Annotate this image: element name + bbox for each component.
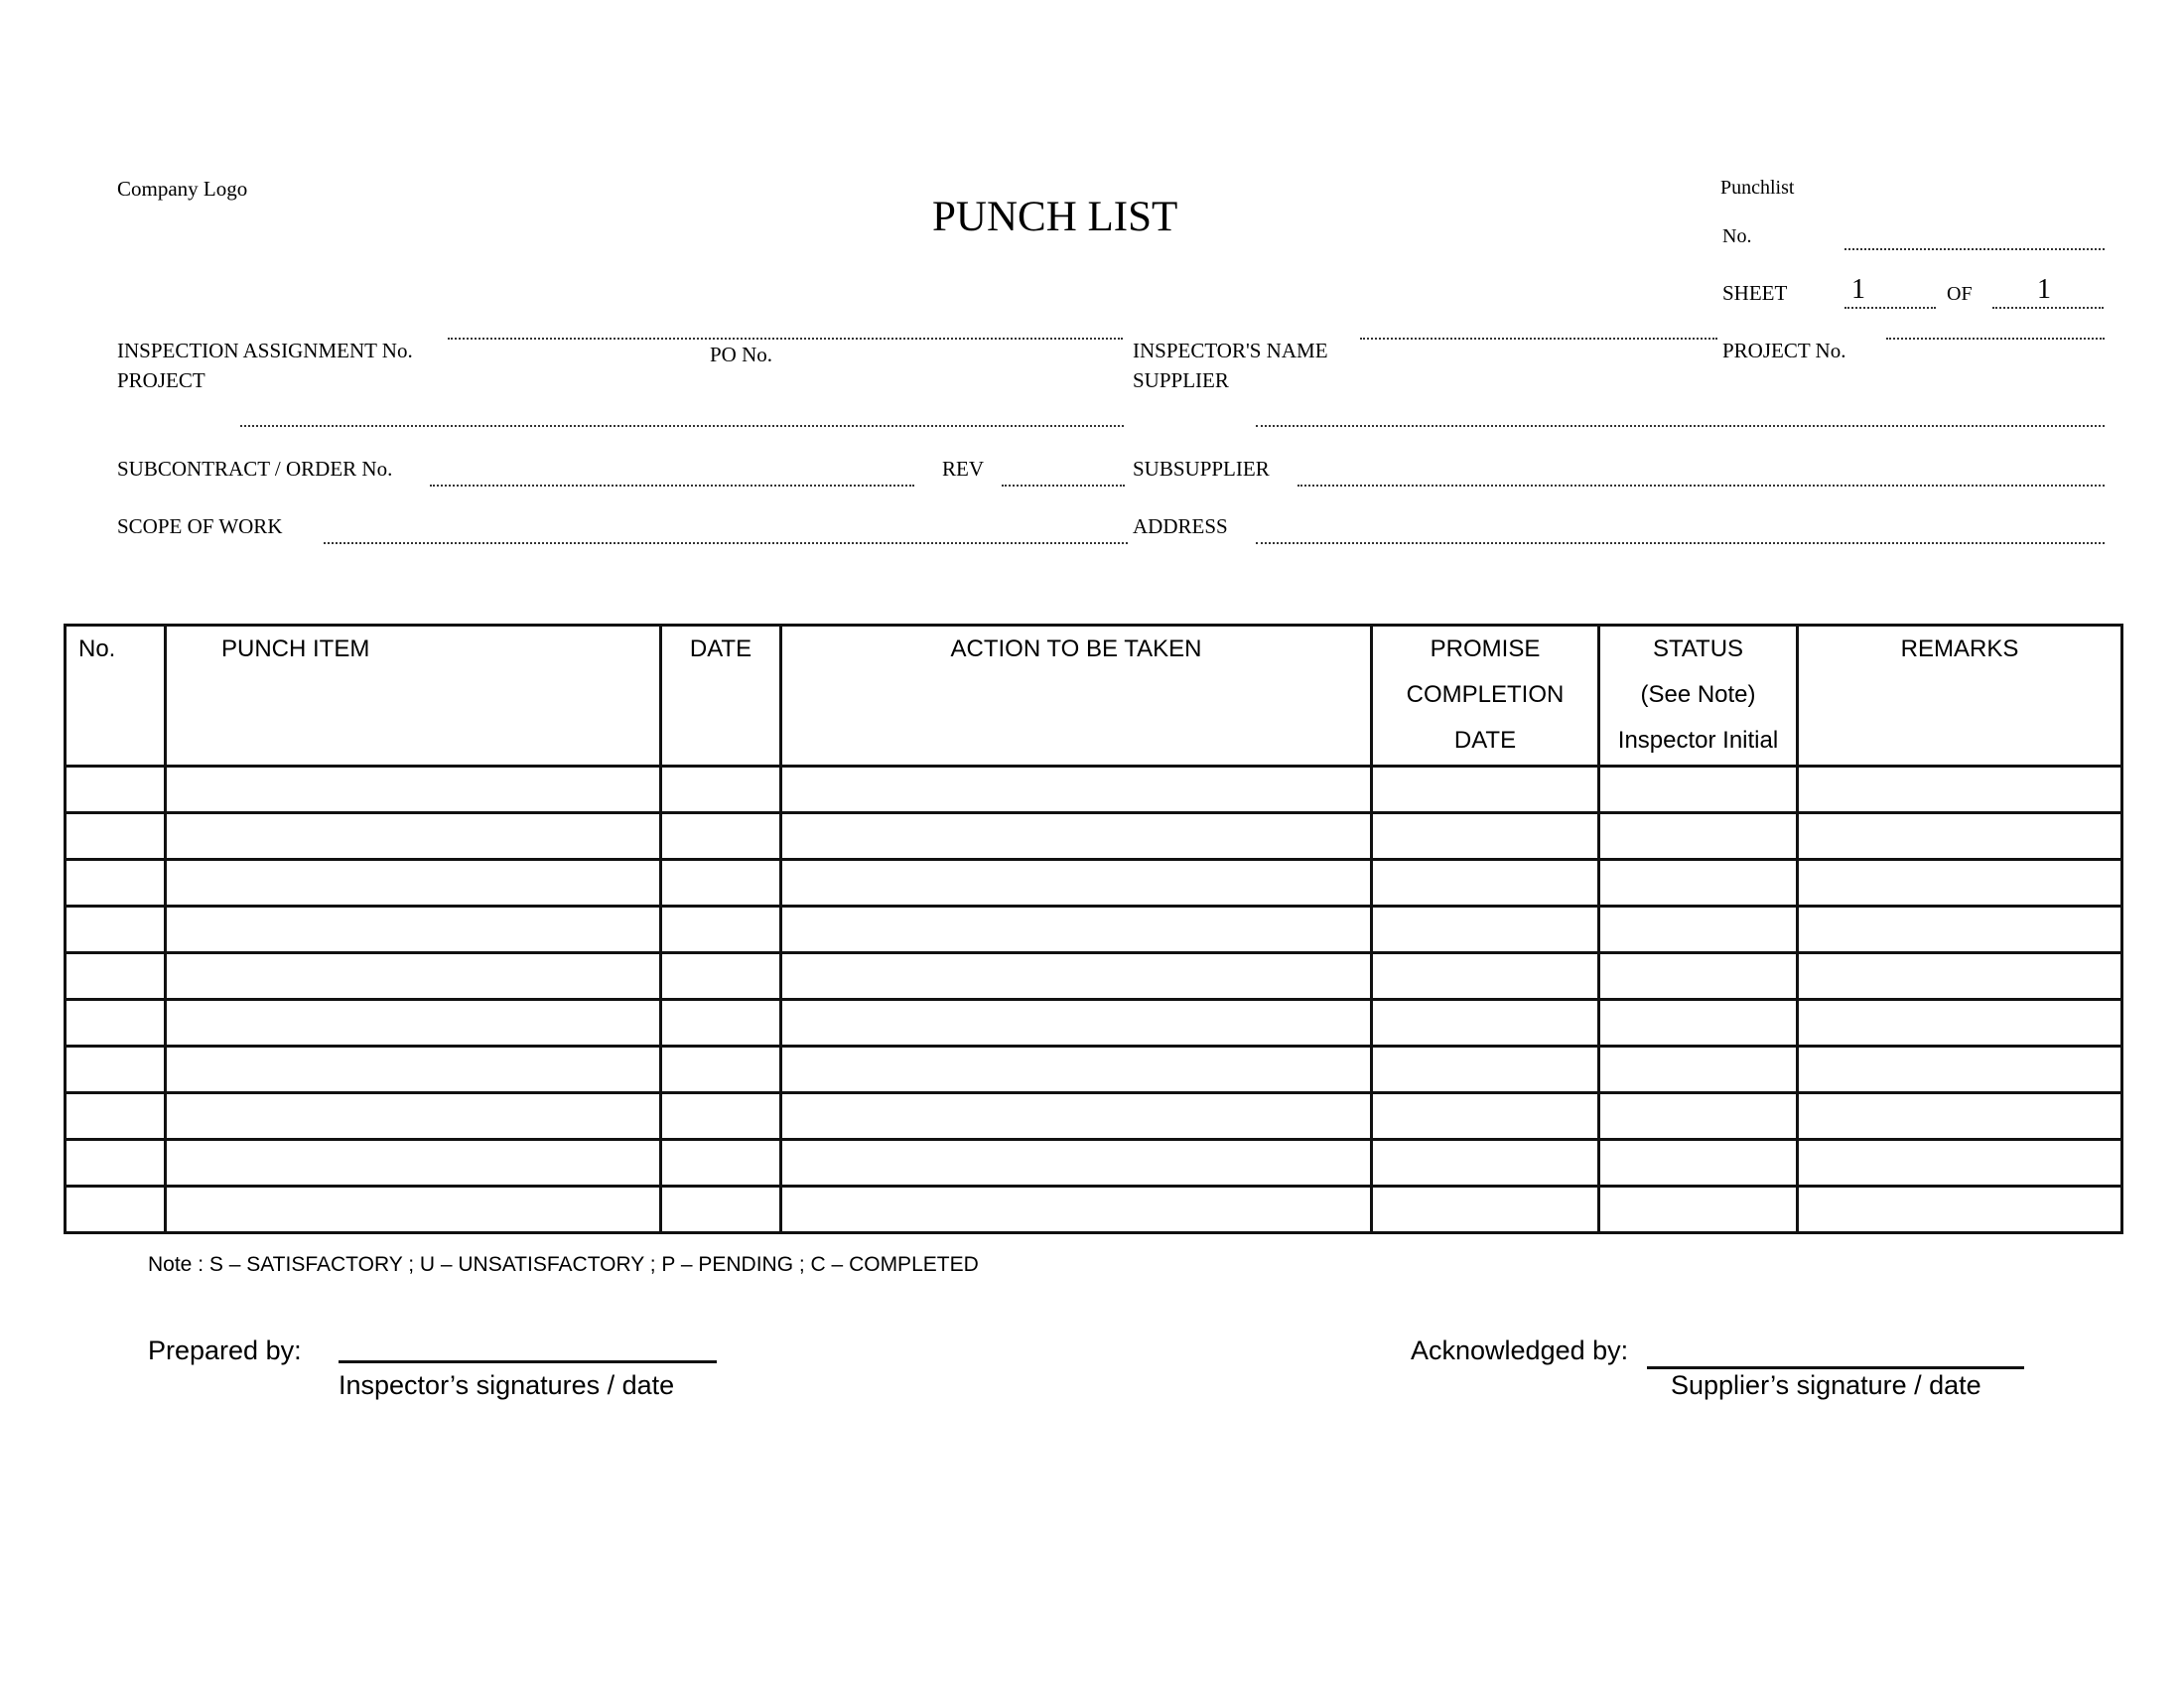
table-cell-punch-item[interactable]: [166, 1093, 661, 1140]
table-cell-status[interactable]: [1599, 1000, 1798, 1047]
table-row: [66, 767, 2122, 813]
table-body: [66, 767, 2122, 1233]
project-no-label: PROJECT No.: [1722, 339, 1846, 362]
column-header-no: [66, 626, 166, 767]
column-header-promise-completion-date: [1372, 626, 1599, 767]
table-cell-punch-item[interactable]: [166, 953, 661, 1000]
table-cell-punch-item[interactable]: [166, 813, 661, 860]
table-cell-no[interactable]: [66, 813, 166, 860]
table-cell-punch-item[interactable]: [166, 860, 661, 907]
table-row: [66, 813, 2122, 860]
table-cell-status[interactable]: [1599, 767, 1798, 813]
table-cell-action-to-be-taken[interactable]: [781, 860, 1372, 907]
project-field[interactable]: [240, 425, 1124, 427]
table-cell-date[interactable]: [661, 813, 781, 860]
address-field[interactable]: [1256, 542, 2105, 544]
table-row: [66, 1093, 2122, 1140]
inspector-signature-line[interactable]: [339, 1360, 717, 1363]
of-label: OF: [1947, 283, 1973, 305]
inspection-assignment-label: INSPECTION ASSIGNMENT No.: [117, 339, 413, 362]
table-cell-no[interactable]: [66, 1140, 166, 1187]
column-header-line: DATE: [689, 635, 752, 662]
table-cell-remarks[interactable]: [1798, 767, 2122, 813]
table-cell-date[interactable]: [661, 767, 781, 813]
table-cell-remarks[interactable]: [1798, 907, 2122, 953]
table-cell-date[interactable]: [661, 1187, 781, 1233]
table-cell-remarks[interactable]: [1798, 1093, 2122, 1140]
column-header-line: No.: [78, 635, 116, 662]
supplier-field[interactable]: [1256, 425, 2105, 427]
column-header-line: STATUS: [1652, 635, 1744, 662]
punchlist-no-field[interactable]: [1844, 248, 2105, 250]
scope-of-work-label: SCOPE OF WORK: [117, 514, 283, 538]
table-cell-promise-completion-date[interactable]: [1372, 1140, 1599, 1187]
column-header-line: Inspector Initial: [1617, 727, 1779, 754]
column-header-line: PUNCH ITEM: [221, 635, 370, 662]
table-cell-date[interactable]: [661, 860, 781, 907]
table-cell-promise-completion-date[interactable]: [1372, 953, 1599, 1000]
table-cell-no[interactable]: [66, 907, 166, 953]
column-header-line: REMARKS: [1900, 635, 2019, 662]
inspector-name-field[interactable]: [1360, 338, 1717, 340]
prepared-by-label: Prepared by:: [148, 1336, 302, 1365]
acknowledged-by-label: Acknowledged by:: [1411, 1336, 1629, 1365]
table-cell-action-to-be-taken[interactable]: [781, 953, 1372, 1000]
column-header-date: [661, 626, 781, 767]
sheet-current: 1: [1851, 274, 1865, 305]
supplier-label: SUPPLIER: [1133, 368, 1229, 392]
table-cell-date[interactable]: [661, 1093, 781, 1140]
table-cell-promise-completion-date[interactable]: [1372, 860, 1599, 907]
status-note: Note : S – SATISFACTORY ; U – UNSATISFACTORY ; P – PENDING ; C – COMPLETED: [148, 1253, 979, 1276]
table-cell-action-to-be-taken[interactable]: [781, 1187, 1372, 1233]
table-cell-status[interactable]: [1599, 1047, 1798, 1093]
inspector-signature-caption: Inspector’s signatures / date: [339, 1370, 675, 1400]
table-cell-no[interactable]: [66, 767, 166, 813]
table-cell-action-to-be-taken[interactable]: [781, 1000, 1372, 1047]
table-row: [66, 860, 2122, 907]
table-cell-action-to-be-taken[interactable]: [781, 767, 1372, 813]
address-label: ADDRESS: [1133, 514, 1228, 538]
table-cell-no[interactable]: [66, 860, 166, 907]
inspector-name-label: INSPECTOR'S NAME: [1133, 339, 1328, 362]
column-header-line: (See Note): [1640, 681, 1756, 708]
table-cell-no[interactable]: [66, 1000, 166, 1047]
sheet-current-field[interactable]: [1844, 307, 1936, 309]
table-cell-date[interactable]: [661, 1047, 781, 1093]
table-cell-status[interactable]: [1599, 1140, 1798, 1187]
punchlist-no-label: No.: [1722, 225, 1752, 247]
po-no-label: PO No.: [710, 343, 773, 366]
column-header-status: [1599, 626, 1798, 767]
table-cell-punch-item[interactable]: [166, 1140, 661, 1187]
table-cell-promise-completion-date[interactable]: [1372, 1000, 1599, 1047]
table-cell-action-to-be-taken[interactable]: [781, 1140, 1372, 1187]
punch-list-table: [64, 624, 2123, 1234]
table-cell-no[interactable]: [66, 1093, 166, 1140]
table-cell-date[interactable]: [661, 907, 781, 953]
project-no-field[interactable]: [1886, 338, 2105, 340]
table-cell-action-to-be-taken[interactable]: [781, 1093, 1372, 1140]
table-cell-punch-item[interactable]: [166, 767, 661, 813]
table-cell-punch-item[interactable]: [166, 1187, 661, 1233]
project-label: PROJECT: [117, 368, 205, 392]
table-cell-punch-item[interactable]: [166, 1047, 661, 1093]
table-row: [66, 907, 2122, 953]
inspection-assignment-field[interactable]: [448, 338, 1123, 340]
table-cell-remarks[interactable]: [1798, 1187, 2122, 1233]
table-row: [66, 1000, 2122, 1047]
table-cell-action-to-be-taken[interactable]: [781, 813, 1372, 860]
table-cell-no[interactable]: [66, 1047, 166, 1093]
sheet-label: SHEET: [1722, 281, 1788, 305]
subcontract-order-field[interactable]: [430, 485, 914, 487]
column-header-punch-item: [166, 626, 661, 767]
table-cell-status[interactable]: [1599, 953, 1798, 1000]
supplier-signature-line[interactable]: [1647, 1366, 2024, 1369]
table-cell-no[interactable]: [66, 1187, 166, 1233]
table-cell-status[interactable]: [1599, 813, 1798, 860]
subsupplier-field[interactable]: [1297, 485, 2105, 487]
table-cell-status[interactable]: [1599, 1187, 1798, 1233]
table-cell-status[interactable]: [1599, 860, 1798, 907]
table-cell-remarks[interactable]: [1798, 953, 2122, 1000]
table-cell-promise-completion-date[interactable]: [1372, 767, 1599, 813]
table-header-row: [66, 626, 2122, 767]
table-cell-promise-completion-date[interactable]: [1372, 1093, 1599, 1140]
sheet-total: 1: [2037, 274, 2051, 305]
column-header-line: ACTION TO BE TAKEN: [950, 635, 1202, 662]
column-header-line: COMPLETION: [1406, 681, 1565, 708]
subsupplier-label: SUBSUPPLIER: [1133, 457, 1270, 481]
table-row: [66, 1140, 2122, 1187]
subcontract-order-label: SUBCONTRACT / ORDER No.: [117, 457, 393, 481]
table-row: [66, 1187, 2122, 1233]
table-cell-remarks[interactable]: [1798, 860, 2122, 907]
rev-field[interactable]: [1002, 485, 1125, 487]
table-cell-remarks[interactable]: [1798, 1140, 2122, 1187]
column-header-action-to-be-taken: [781, 626, 1372, 767]
table-row: [66, 953, 2122, 1000]
table-cell-remarks[interactable]: [1798, 1047, 2122, 1093]
table-cell-promise-completion-date[interactable]: [1372, 1187, 1599, 1233]
punchlist-label: Punchlist: [1720, 177, 1795, 199]
column-header-line: DATE: [1453, 727, 1517, 754]
table-cell-date[interactable]: [661, 1000, 781, 1047]
table-cell-promise-completion-date[interactable]: [1372, 907, 1599, 953]
table-cell-punch-item[interactable]: [166, 1000, 661, 1047]
table-cell-no[interactable]: [66, 953, 166, 1000]
table-cell-promise-completion-date[interactable]: [1372, 1047, 1599, 1093]
column-header-line: PROMISE: [1430, 635, 1541, 662]
table-cell-date[interactable]: [661, 953, 781, 1000]
table-cell-date[interactable]: [661, 1140, 781, 1187]
table-cell-promise-completion-date[interactable]: [1372, 813, 1599, 860]
page-title: PUNCH LIST: [932, 194, 1178, 240]
table-cell-remarks[interactable]: [1798, 813, 2122, 860]
table-cell-punch-item[interactable]: [166, 907, 661, 953]
table-cell-action-to-be-taken[interactable]: [781, 907, 1372, 953]
column-header-remarks: [1798, 626, 2122, 767]
table-cell-status[interactable]: [1599, 907, 1798, 953]
scope-of-work-field[interactable]: [324, 542, 1128, 544]
supplier-signature-caption: Supplier’s signature / date: [1671, 1370, 1981, 1400]
table-row: [66, 1047, 2122, 1093]
sheet-total-field[interactable]: [1992, 307, 2104, 309]
table-cell-remarks[interactable]: [1798, 1000, 2122, 1047]
rev-label: REV: [942, 457, 984, 481]
table-cell-status[interactable]: [1599, 1093, 1798, 1140]
table-cell-action-to-be-taken[interactable]: [781, 1047, 1372, 1093]
company-logo-placeholder: Company Logo: [117, 177, 248, 201]
